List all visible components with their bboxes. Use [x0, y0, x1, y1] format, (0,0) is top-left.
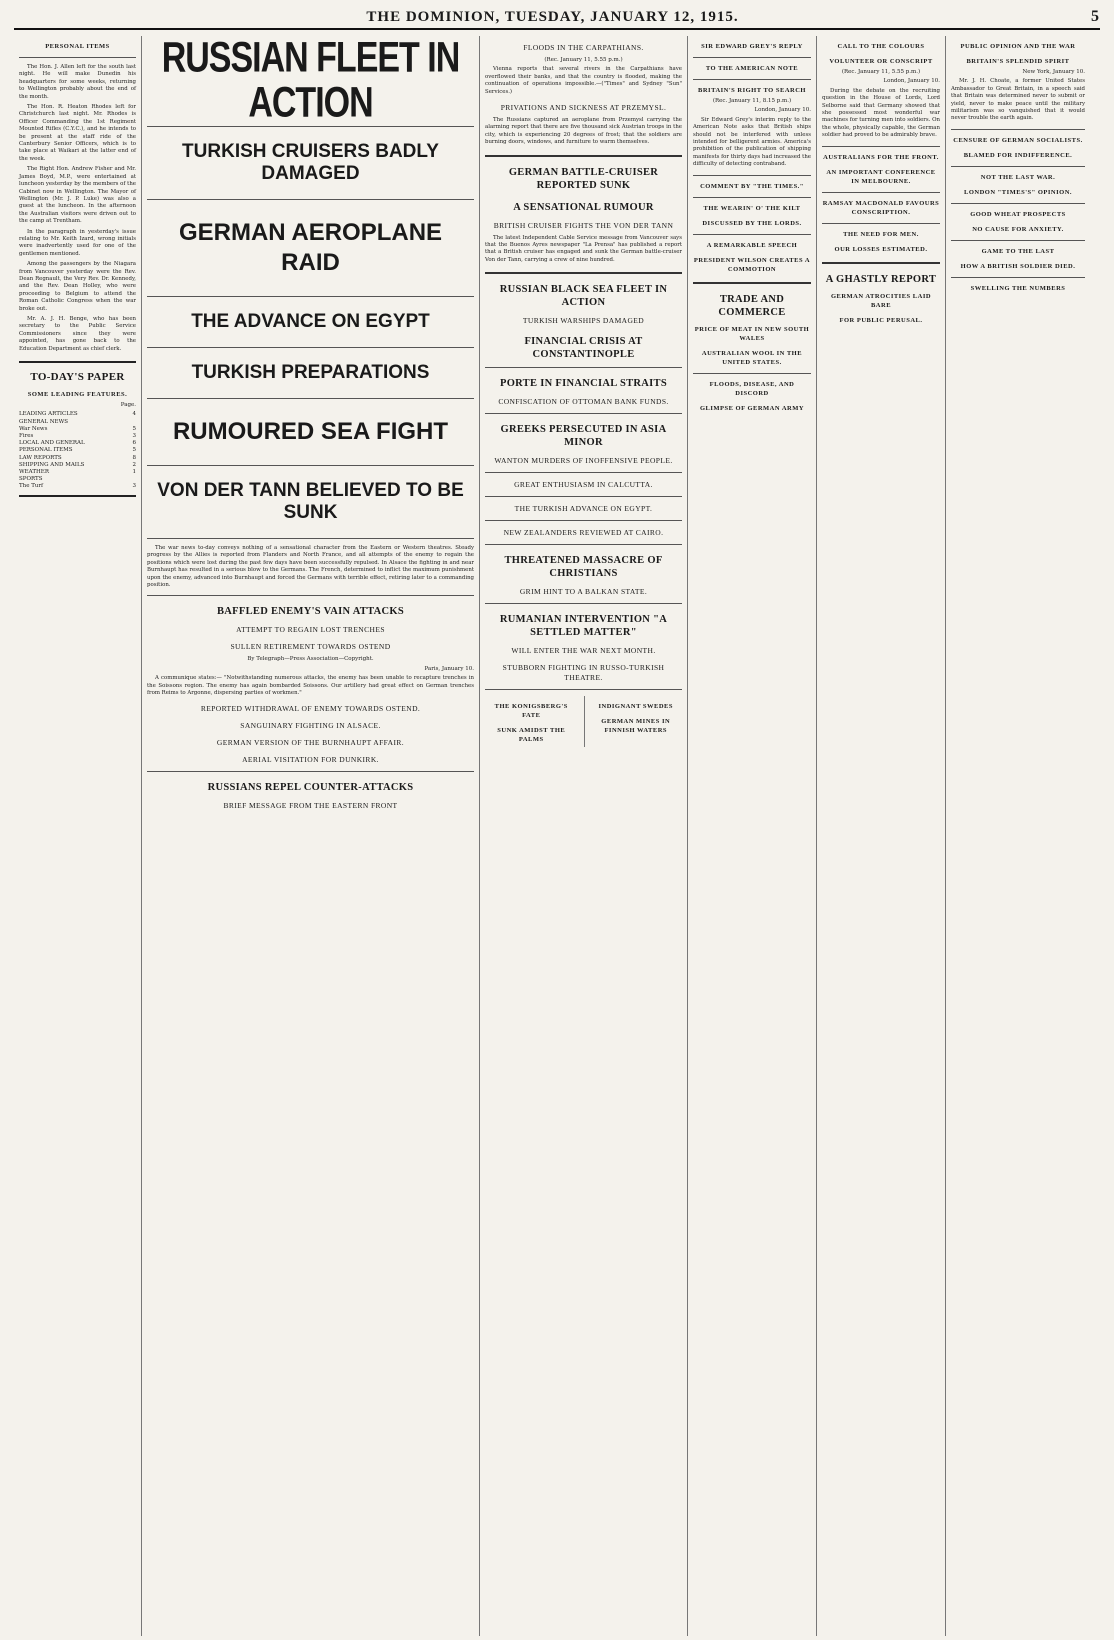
todays-paper-item-label: GENERAL NEWS: [19, 418, 68, 425]
masthead-title: THE DOMINION, TUESDAY, JANUARY 12, 1915.: [366, 8, 739, 25]
article-body: Mr. J. H. Choate, a former United States Ambassador to Great Britain, in a speech said that Britain was determined never to submit or yield, never to make peace until the military militarism was so vanquished that it would never trouble the earth again.: [951, 78, 1085, 122]
split-stories: [485, 696, 682, 747]
headline-australians: AUSTRALIANS FOR THE FRONT.: [823, 153, 939, 161]
article-paragraph: The Hon. R. Heaton Rhodes left for Christchurch last night. Mr. Rhodes is Officer Commanding the 1st Regiment Mounted Rifles (C.Y.C.), and he intends to be present at the staff ride of the Canterbury Senior Officers, which is to take place at Waikari at the latter end of the week.: [19, 104, 136, 162]
dateline: London, January 10.: [883, 78, 940, 85]
headline-censure: CENSURE OF GERMAN SOCIALISTS.: [953, 136, 1083, 144]
byline: By Telegraph—Press Association—Copyright.: [247, 656, 374, 663]
subhead-indifference: BLAMED FOR INDIFFERENCE.: [963, 151, 1073, 159]
todays-paper-item: [19, 483, 136, 490]
todays-paper-item-page: 6: [132, 440, 136, 447]
todays-paper-item: [19, 440, 136, 447]
dateline: (Rec. January 11, 8.15 p.m.): [712, 98, 792, 104]
headline-need-men: THE NEED FOR MEN.: [843, 230, 919, 238]
subhead-sullen-retirement: SULLEN RETIREMENT TOWARDS OSTEND: [230, 642, 391, 652]
swedes-story: [584, 696, 683, 747]
subhead-soldier-died: HOW A BRITISH SOLDIER DIED.: [960, 262, 1076, 270]
headline-remarkable-speech: A REMARKABLE SPEECH: [706, 241, 798, 249]
todays-paper-item-label: SPORTS: [19, 476, 43, 483]
article-paragraph: The Hon. J. Allen left for the south last night. He will make Dunedin his headquarters for some weeks, returning to Wellington probably about the end of the month.: [19, 64, 136, 100]
article-body: During the debate on the recruiting question in the House of Lords, Lord Selborne said that Germany showed that she possessed most wonderful war machines for turning men into soldiers. On the whole, physically capable, the German soldier had proved to be admirably brave.: [822, 87, 940, 139]
dateline: (Rec. January 11, 5.55 p.m.): [841, 69, 921, 75]
headline-rumoured-sea-fight: RUMOURED SEA FIGHT: [172, 418, 449, 445]
headline-wheat: GOOD WHEAT PROSPECTS: [970, 210, 1066, 218]
todays-paper-item: [19, 469, 136, 476]
headline-grey-reply: SIR EDWARD GREY'S REPLY: [701, 43, 803, 50]
dateline: London, January 10.: [754, 107, 811, 114]
subhead-enter-war: WILL ENTER THE WAR NEXT MONTH.: [511, 646, 656, 656]
subhead-no-anxiety: NO CAUSE FOR ANXIETY.: [972, 225, 1064, 233]
subhead-finnish-mines: GERMAN MINES IN FINNISH WATERS: [601, 718, 671, 735]
article-body: The Russians captured an aeroplane from Przemysl carrying the alarming report that there are five thousand sick Austrian troops in the city, which is experiencing 20 degrees of frost; that the soldiers are burning doors, windows, and furniture to warm themselves.: [485, 117, 682, 146]
headline-public-opinion: PUBLIC OPINION AND THE WAR: [960, 43, 1076, 50]
headline-russian-fleet: RUSSIAN FLEET IN ACTION: [161, 36, 460, 127]
todays-paper-item-label: The Turf: [19, 483, 44, 490]
subhead-public-perusal: FOR PUBLIC PERUSAL.: [839, 316, 923, 324]
subhead-german-army: GLIMPSE OF GERMAN ARMY: [699, 404, 805, 412]
todays-paper-item-label: LAW REPORTS: [19, 454, 62, 461]
column-eastern-news: [480, 36, 688, 1636]
subhead-financial-crisis: FINANCIAL CRISIS AT CONSTANTINOPLE: [524, 336, 643, 361]
subhead-alsace: SANGUINARY FIGHTING IN ALSACE.: [240, 721, 381, 731]
subhead-melbourne: AN IMPORTANT CONFERENCE IN MELBOURNE.: [826, 168, 936, 185]
subhead-withdrawal: REPORTED WITHDRAWAL OF ENEMY TOWARDS OSTEND.: [200, 704, 421, 714]
headline-advance-egypt: THE ADVANCE ON EGYPT: [191, 311, 430, 332]
subhead-times-opinion: LONDON "TIMES'S" OPINION.: [963, 188, 1073, 196]
personal-items-heading: PERSONAL ITEMS: [45, 43, 110, 50]
column-public-opinion: [946, 36, 1090, 1636]
subhead-american-note: TO THE AMERICAN NOTE: [705, 65, 799, 72]
dateline: (Rec. January 11, 5.55 p.m.): [544, 57, 623, 63]
headline-massacre: THREATENED MASSACRE OF CHRISTIANS: [504, 555, 663, 580]
headline-russo-turkish: STUBBORN FIGHTING IN RUSSO-TURKISH THEATRE.: [502, 663, 665, 683]
todays-paper-box: [19, 361, 136, 497]
subhead-lords: DISCUSSED BY THE LORDS.: [702, 219, 802, 227]
subhead-atrocities: GERMAN ATROCITIES LAID BARE: [830, 292, 932, 309]
subhead-palms: SUNK AMIDST THE PALMS: [497, 727, 566, 744]
headline-przemysl: PRIVATIONS AND SICKNESS AT PRZEMYSL.: [500, 103, 667, 113]
todays-paper-item-page: 3: [132, 433, 136, 440]
headline-game-last: GAME TO THE LAST: [981, 247, 1055, 255]
todays-paper-item: [19, 447, 136, 454]
headline-german-aeroplane: GERMAN AEROPLANE RAID: [178, 219, 443, 276]
headline-konigsberg: THE KONIGSBERG'S FATE: [494, 703, 568, 720]
headline-times-comment: COMMENT BY "THE TIMES.": [700, 182, 804, 190]
headline-floods-carpathians: FLOODS IN THE CARPATHIANS.: [523, 43, 644, 52]
article-body: A communique states:— "Notwithstanding numerous attacks, the enemy has been unable to recapture trenches in the Soissons region. The enemy has again bombarded Soissons. Our artillery had great effect on German trenches from Reims to Argonne, dispersing parties of workmen.": [147, 675, 474, 697]
masthead: [14, 6, 1100, 30]
subhead-sensational-rumour: A SENSATIONAL RUMOUR: [513, 201, 654, 213]
todays-paper-title: TO-DAY'S PAPER: [30, 371, 125, 384]
headline-turkish-cruisers: TURKISH CRUISERS BADLY DAMAGED: [182, 141, 439, 184]
todays-paper-item-label: Fires: [19, 433, 34, 440]
article-body: The latest Independent Cable Service message from Vancouver says that the Buenos Ayres newspaper "La Prensa" has published a report that a British cruiser has engaged and sunk the German battle-cruiser Von der Tann, carrying a crew of nine hundred.: [485, 234, 682, 263]
article-body: Sir Edward Grey's interim reply to the American Note asks that British ships should not be interfered with unless intended for belligerent armies. America's prohibition of the publication of shipping manifests for thirty days had increased the difficulty of detecting contraband.: [693, 116, 811, 168]
headline-macdonald: RAMSAY MACDONALD FAVOURS CONSCRIPTION.: [822, 199, 940, 216]
article-body: Vienna reports that several rivers in the Carpathians have overflowed their banks, and that the country is flooded, making the continuation of operations impossible.—("Times" and Sydney "Sun" Services.): [485, 66, 682, 95]
subhead-balkan-state: GRIM HINT TO A BALKAN STATE.: [519, 587, 648, 597]
todays-paper-item-page: 3: [132, 483, 136, 490]
headline-floods-disease: FLOODS, DISEASE, AND DISCORD: [709, 380, 795, 397]
todays-paper-item: [19, 433, 136, 440]
dateline: New York, January 10.: [1022, 69, 1085, 75]
headline-ghastly-report: A GHASTLY REPORT: [825, 273, 937, 285]
page-number: 5: [1091, 8, 1100, 25]
subhead-losses: OUR LOSSES ESTIMATED.: [834, 245, 928, 253]
headline-battle-cruiser-sunk: GERMAN BATTLE-CRUISER REPORTED SUNK: [508, 166, 659, 191]
todays-paper-item-label: War News: [19, 425, 48, 432]
todays-paper-item-page: 4: [132, 411, 136, 418]
subhead-dunkirk: AERIAL VISITATION FOR DUNKIRK.: [242, 755, 379, 765]
article-paragraph: The Right Hon. Andrew Fisher and Mr. James Boyd, M.P., were entertained at luncheon yesterday by the members of the Cabinet now in Wellington. The Mayor of Wellington (Mr. J. P. Luke) was also a guest at the luncheon. In the afternoon the Australian visitors were driven out to the camp at Trentham.: [19, 166, 136, 225]
headline-call-colours: CALL TO THE COLOURS: [837, 43, 925, 50]
subhead-splendid-spirit: BRITAIN'S SPLENDID SPIRIT: [966, 58, 1070, 65]
column-personal-items: [14, 36, 142, 1636]
column-grey-reply: [688, 36, 817, 1636]
subhead-wanton-murders: WANTON MURDERS OF INOFFENSIVE PEOPLE.: [494, 456, 673, 466]
headline-trade-commerce: TRADE AND COMMERCE: [718, 293, 786, 318]
headline-turkish-preparations: TURKISH PREPARATIONS: [191, 362, 430, 383]
headline-turkish-advance: THE TURKISH ADVANCE ON EGYPT.: [514, 504, 653, 514]
todays-paper-page-label: Page.: [120, 402, 136, 409]
subhead-regain-trenches: ATTEMPT TO REGAIN LOST TRENCHES: [236, 625, 385, 635]
columns: [14, 36, 1100, 1636]
headline-swelling-numbers: SWELLING THE NUMBERS: [970, 284, 1066, 292]
headline-kilt: THE WEARIN' O' THE KILT: [703, 204, 801, 212]
todays-paper-item-page: 2: [132, 461, 136, 468]
subhead-wilson: PRESIDENT WILSON CREATES A COMMOTION: [693, 256, 811, 273]
headline-rumanian: RUMANIAN INTERVENTION "A SETTLED MATTER": [499, 614, 668, 639]
dateline: Paris, January 10.: [424, 665, 474, 672]
headline-russians-repel: RUSSIANS REPEL COUNTER-ATTACKS: [207, 782, 414, 794]
todays-paper-item: [19, 455, 136, 462]
subhead-volunteer: VOLUNTEER OR CONSCRIPT: [829, 58, 933, 65]
todays-paper-subtitle: SOME LEADING FEATURES.: [27, 391, 128, 399]
todays-paper-item-page: 8: [132, 454, 136, 461]
subhead-turkish-warships: TURKISH WARSHIPS DAMAGED: [522, 316, 645, 326]
subhead-right-search: BRITAIN'S RIGHT TO SEARCH: [698, 87, 806, 94]
todays-paper-item: [19, 411, 136, 418]
todays-paper-item: [19, 462, 136, 469]
lead-paragraph: The war news to-day conveys nothing of a sensational character from the Eastern or Western theatres. Steady progress by the Allies is reported from Flanders and North France, and all attempts of the enemy to regain the positions which were lost during the past few days have been successfully repulsed. In Alsace the fighting in and near Burnhaupt has resulted in a serious blow to the Germans. The French, determined to inflict the maximum punishment upon the enemy, advanced into Burnhaupt and forced the Germans with terrible effect, retiring later to a commanding position.: [147, 545, 474, 589]
todays-paper-item-label: LEADING ARTICLES: [19, 411, 78, 418]
headline-von-der-tann: VON DER TANN BELIEVED TO BE SUNK: [157, 480, 464, 523]
article-paragraph: Among the passengers by the Niagara from Vancouver yesterday were the Rev. Dean Regnault, the Very Rev. Dr. Kennedy, and the Rev. Dean Holley, who were proceeding to Belgium to attend the Roman Catholic Congress when the war broke out.: [19, 261, 136, 312]
headline-porte-straits: PORTE IN FINANCIAL STRAITS: [499, 378, 667, 390]
subhead-meat-nsw: PRICE OF MEAT IN NEW SOUTH WALES: [694, 325, 810, 342]
article-paragraph: Mr. A. J. H. Benge, who has been secretary to the Public Service Commissioners since they were appointed, has gone back to the Education Department as chief clerk.: [19, 316, 136, 352]
headline-baffled-enemy: BAFFLED ENEMY'S VAIN ATTACKS: [216, 606, 405, 618]
subhead-ottoman-bank: CONFISCATION OF OTTOMAN BANK FUNDS.: [498, 397, 669, 407]
column-call-to-colours: [817, 36, 946, 1636]
headline-not-last-war: NOT THE LAST WAR.: [980, 173, 1056, 181]
todays-paper-item-label: WEATHER: [19, 469, 49, 476]
headline-indignant-swedes: INDIGNANT SWEDES: [598, 703, 674, 711]
todays-paper-item-page: 5: [132, 447, 136, 454]
todays-paper-item-label: PERSONAL ITEMS: [19, 447, 73, 454]
headline-greeks-persecuted: GREEKS PERSECUTED IN ASIA MINOR: [500, 424, 667, 449]
subhead-wool: AUSTRALIAN WOOL IN THE UNITED STATES.: [701, 349, 803, 366]
subhead-burnhaupt: GERMAN VERSION OF THE BURNHAUPT AFFAIR.: [216, 738, 405, 748]
todays-paper-item: [19, 419, 136, 426]
todays-paper-item-page: 5: [132, 425, 136, 432]
subhead-von-der-tann: BRITISH CRUISER FIGHTS THE VON DER TANN: [493, 220, 674, 230]
todays-paper-list: [19, 411, 136, 490]
konigsberg-story: [485, 696, 578, 747]
headline-calcutta: GREAT ENTHUSIASM IN CALCUTTA.: [514, 480, 653, 490]
todays-paper-item: [19, 426, 136, 433]
todays-paper-item-page: 1: [132, 469, 136, 476]
todays-paper-item-label: LOCAL AND GENERAL: [19, 440, 85, 447]
headline-nz-cairo: NEW ZEALANDERS REVIEWED AT CAIRO.: [503, 528, 664, 538]
column-main-war-news: [142, 36, 480, 1636]
todays-paper-item: [19, 476, 136, 483]
headline-black-sea-fleet: RUSSIAN BLACK SEA FLEET IN ACTION: [499, 284, 668, 309]
article-paragraph: In the paragraph in yesterday's issue relating to Mr. Keith Izard, wrong initials were inadvertently used for one of the gentlemen mentioned.: [19, 228, 136, 257]
todays-paper-item-label: SHIPPING AND MAILS: [19, 461, 85, 468]
subhead-eastern-front: BRIEF MESSAGE FROM THE EASTERN FRONT: [223, 801, 398, 811]
